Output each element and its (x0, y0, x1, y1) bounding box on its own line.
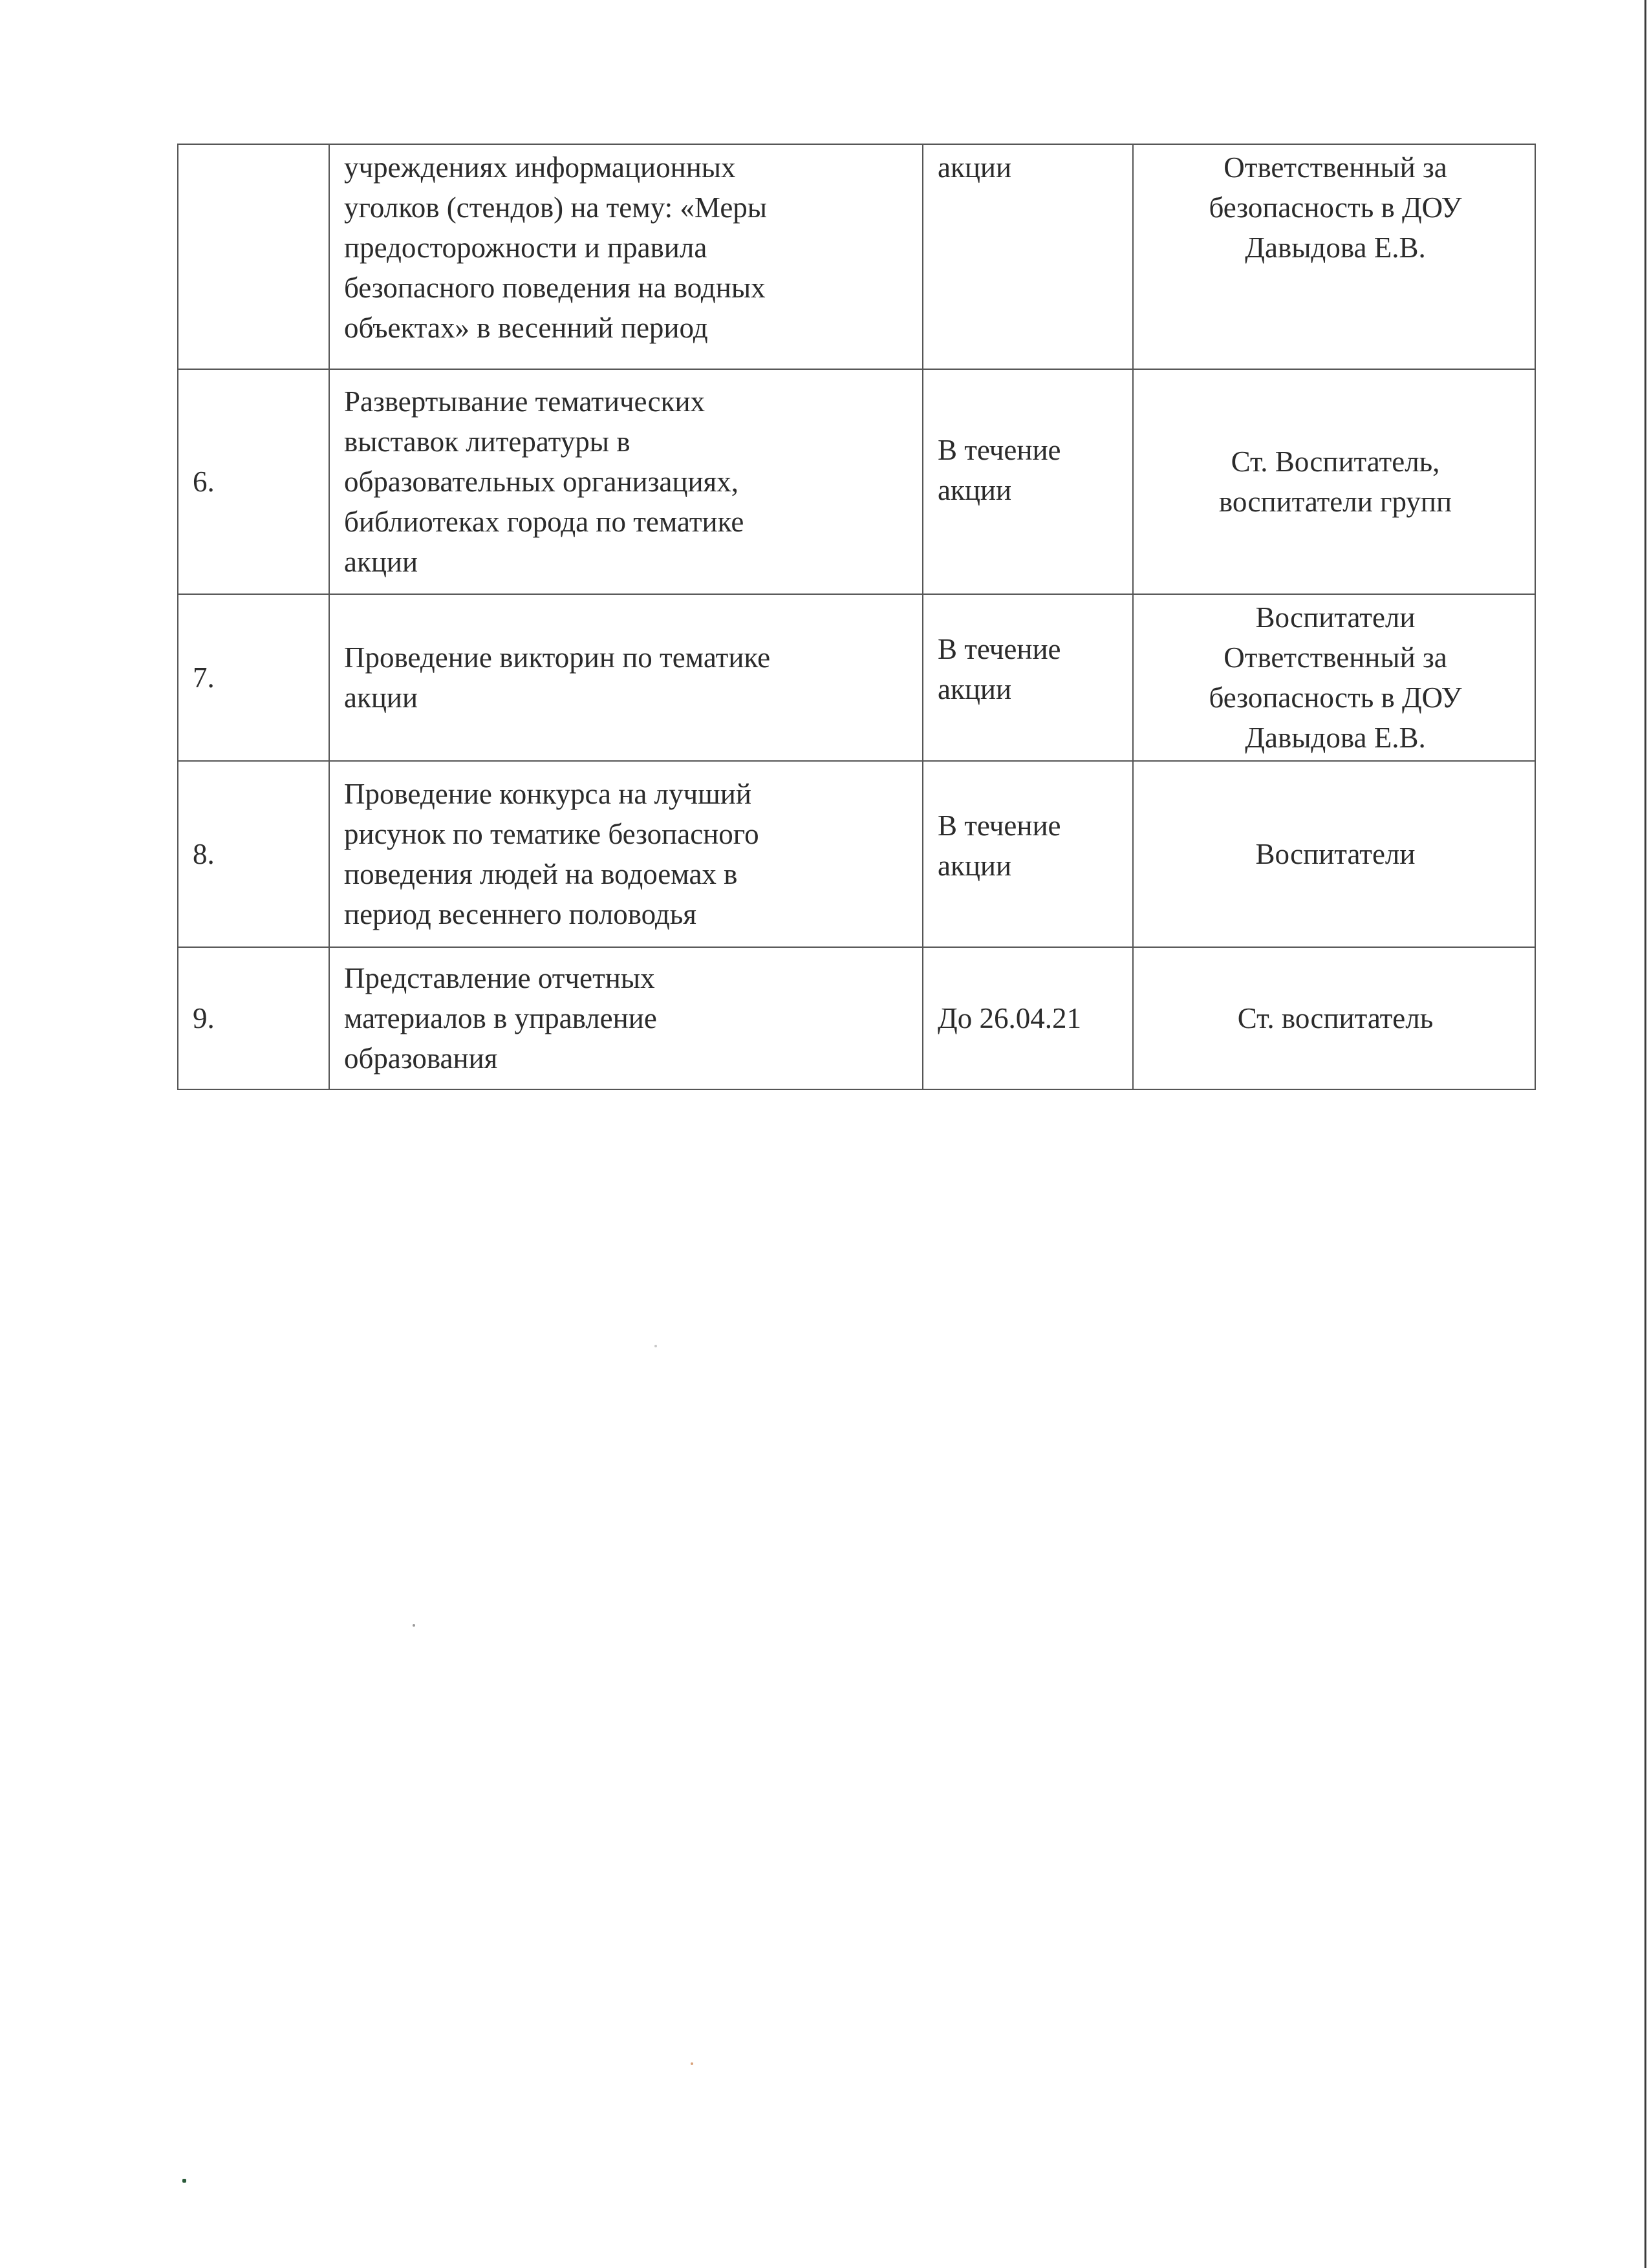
event-description: Развертывание тематических выставок литературы в образовательных организациях, библиотеках города по тематике акции (329, 369, 923, 594)
events-table (177, 144, 1536, 1090)
row-number: 7. (178, 594, 329, 761)
table-row (178, 144, 1535, 369)
event-responsible: Ст. воспитатель (1133, 947, 1535, 1089)
row-number (178, 144, 329, 369)
event-description: учреждениях информационных уголков (стендов) на тему: «Меры предосторожности и правила безопасного поведения на водных объектах» в весенний период (329, 144, 923, 369)
event-description: Проведение викторин по тематике акции (329, 594, 923, 761)
table-row (178, 594, 1535, 761)
row-number: 8. (178, 761, 329, 947)
table-row (178, 761, 1535, 947)
table-row (178, 947, 1535, 1089)
event-date: акции (923, 144, 1133, 369)
event-responsible: Ответственный за безопасность в ДОУ Давыдова Е.В. (1133, 144, 1535, 369)
scan-speck (182, 2179, 186, 2183)
event-date: До 26.04.21 (923, 947, 1133, 1089)
event-date: В течение акции (923, 369, 1133, 594)
event-date: В течение акции (923, 761, 1133, 947)
event-responsible: Воспитатели Ответственный за безопасность в ДОУ Давыдова Е.В. (1133, 594, 1535, 761)
table-row (178, 369, 1535, 594)
scan-speck (691, 2062, 693, 2065)
event-description: Проведение конкурса на лучший рисунок по тематике безопасного поведения людей на водоемах в период весеннего половодья (329, 761, 923, 947)
event-responsible: Ст. Воспитатель, воспитатели групп (1133, 369, 1535, 594)
event-responsible: Воспитатели (1133, 761, 1535, 947)
scan-speck (413, 1624, 415, 1627)
row-number: 9. (178, 947, 329, 1089)
scan-edge (1644, 0, 1646, 2268)
event-date: В течение акции (923, 594, 1133, 761)
scan-speck (654, 1345, 657, 1347)
row-number: 6. (178, 369, 329, 594)
event-description: Представление отчетных материалов в управление образования (329, 947, 923, 1089)
